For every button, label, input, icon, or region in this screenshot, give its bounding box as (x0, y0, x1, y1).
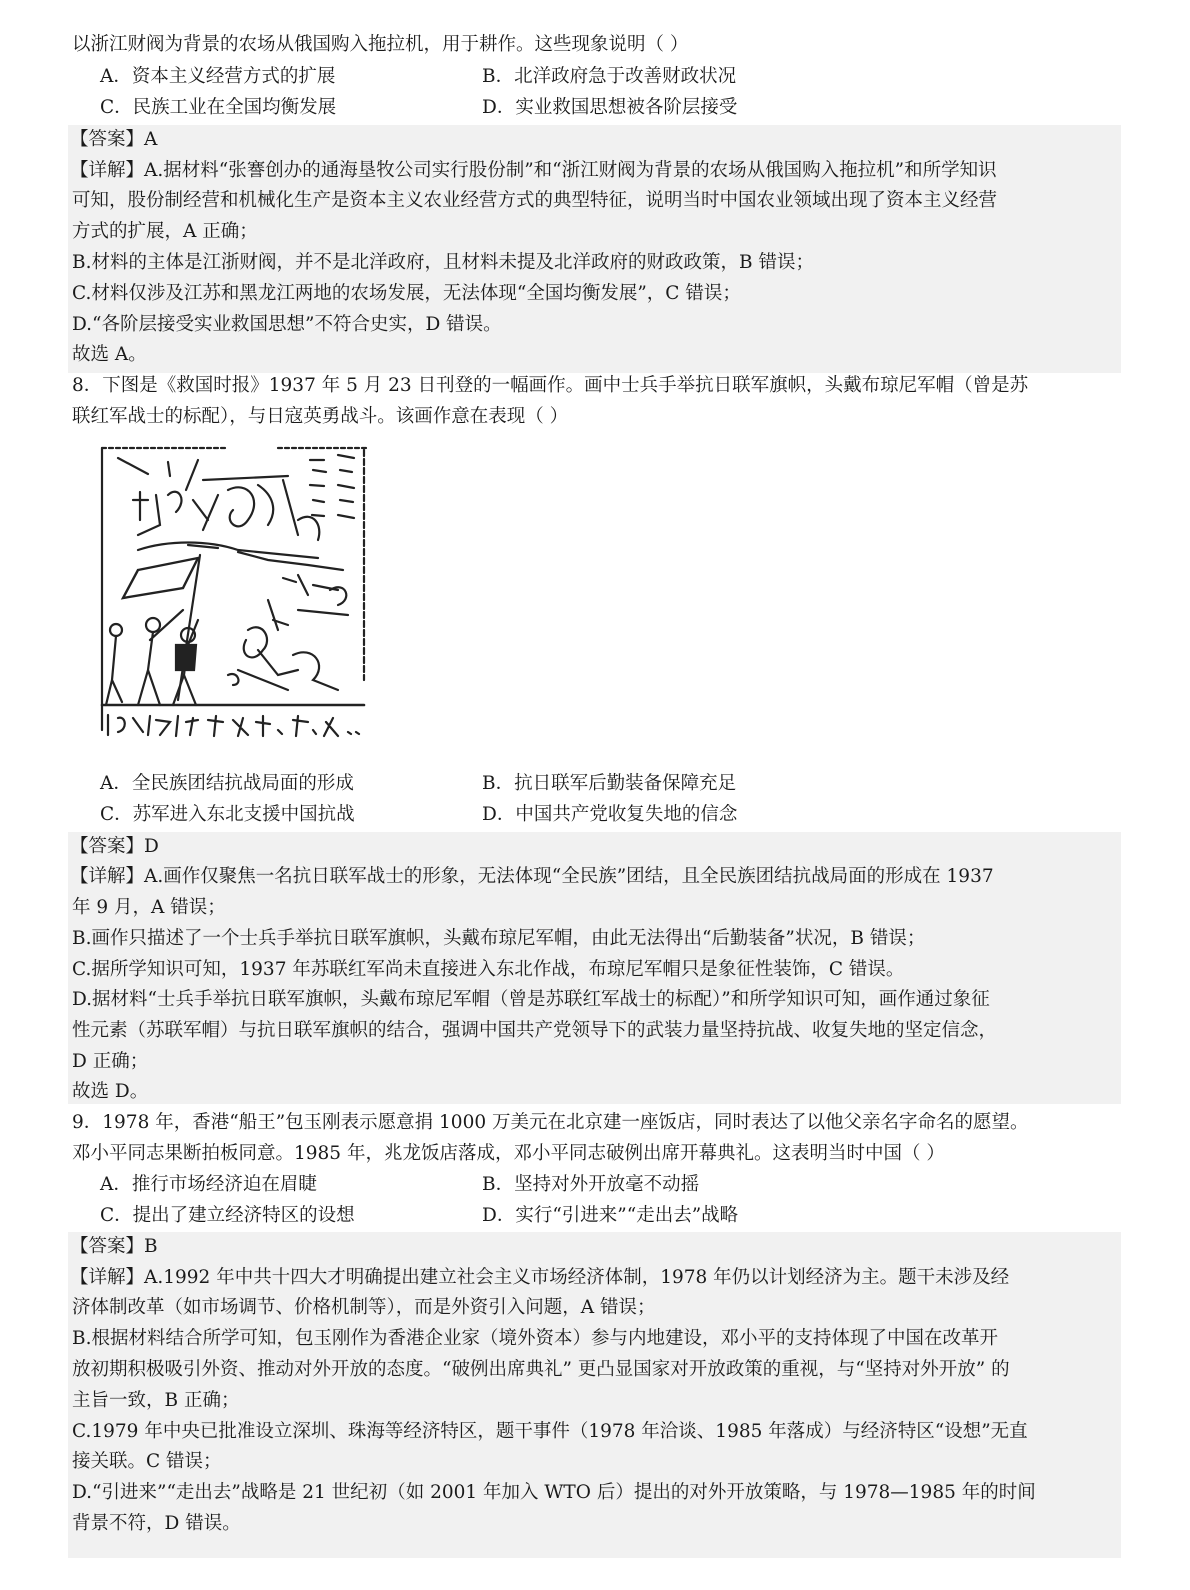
q9-answer: 【答案】B (70, 1236, 158, 1257)
q8-option-d: D．中国共产党收复失地的信念 (482, 804, 738, 825)
q9-explanation-line: 背景不符，D 错误。 (72, 1513, 241, 1534)
woodcut-figure (98, 440, 370, 746)
q9-explanation-line: D.“引进来”“走出去”战略是 21 世纪初（如 2001 年加入 WTO 后）提出的对外开放策略，与 1978—1985 年的时间 (72, 1482, 1036, 1503)
question-9-stem: 邓小平同志果断拍板同意。1985 年，兆龙饭店落成，邓小平同志破例出席开幕典礼。这表明当时中国（ ） (72, 1143, 945, 1164)
q7-answer: 【答案】A (70, 129, 158, 150)
q9-option-a: A．推行市场经济迫在眉睫 (100, 1174, 317, 1195)
q9-explanation-line: 济体制改革（如市场调节、价格机制等），而是外资引入问题，A 错误； (72, 1297, 656, 1318)
q7-explanation-line: B.材料的主体是江浙财阀，并不是北洋政府，且材料未提及北洋政府的财政政策，B 错误； (72, 252, 814, 273)
q7-explanation-line: 方式的扩展，A 正确； (72, 221, 258, 242)
q7-option-d: D．实业救国思想被各阶层接受 (482, 97, 738, 118)
q7-explanation-line: C.材料仅涉及江苏和黑龙江两地的农场发展，无法体现“全国均衡发展”，C 错误； (72, 283, 741, 304)
q9-explanation-line: 接关联。C 错误； (72, 1451, 222, 1472)
q8-conclusion: 故选 D。 (72, 1081, 149, 1102)
q9-option-b: B．坚持对外开放毫不动摇 (482, 1174, 700, 1195)
q7-explanation-line: 可知，股份制经营和机械化生产是资本主义农业经营方式的典型特征，说明当时中国农业领域出现了资本主义经营 (72, 190, 998, 211)
q7-option-b: B．北洋政府急于改善财政状况 (482, 66, 737, 87)
q8-option-b: B．抗日联军后勤装备保障充足 (482, 773, 737, 794)
q8-explanation-line: D.据材料“士兵手举抗日联军旗帜，头戴布琼尼军帽（曾是苏联红军战士的标配）”和所学知识可知，画作通过象征 (72, 989, 990, 1010)
q8-explanation-line: D 正确； (72, 1051, 149, 1072)
q9-explanation-line: C.1979 年中央已批准设立深圳、珠海等经济特区，题干事件（1978 年洽谈、1985 年落成）与经济特区“设想”无直 (72, 1421, 1028, 1442)
q7-explanation-line: D.“各阶层接受实业救国思想”不符合史实，D 错误。 (72, 314, 502, 335)
question-8-stem: 联红军战士的标配），与日寇英勇战斗。该画作意在表现（ ） (72, 406, 569, 427)
q8-explanation-line: 【详解】A.画作仅聚焦一名抗日联军战士的形象，无法体现“全民族”团结，且全民族团结抗战局面的形成在 1937 (70, 866, 994, 887)
q7-conclusion: 故选 A。 (72, 344, 147, 365)
q9-explanation-line: 放初期积极吸引外资、推动对外开放的态度。“破例出席典礼” 更凸显国家对开放政策的重视，与“坚持对外开放” 的 (72, 1359, 1010, 1380)
q7-option-a: A．资本主义经营方式的扩展 (100, 66, 336, 87)
woodcut-drawing-icon (98, 440, 370, 746)
q9-option-d: D．实行“引进来”“走出去”战略 (482, 1205, 739, 1226)
q8-explanation-line: C.据所学知识可知，1937 年苏联红军尚未直接进入东北作战，布琼尼军帽只是象征性装饰，C 错误。 (72, 959, 905, 980)
q9-explanation-line: 主旨一致，B 正确； (72, 1390, 240, 1411)
q9-explanation-line: B.根据材料结合所学可知，包玉刚作为香港企业家（境外资本）参与内地建设，邓小平的支持体现了中国在改革开 (72, 1328, 998, 1349)
q7-option-c: C．民族工业在全国均衡发展 (100, 97, 337, 118)
question-7-stem: 以浙江财阀为背景的农场从俄国购入拖拉机，用于耕作。这些现象说明（ ） (72, 34, 689, 55)
q7-explanation-line: 【详解】A.据材料“张謇创办的通海垦牧公司实行股份制”和“浙江财阀为背景的农场从俄国购入拖拉机”和所学知识 (70, 160, 997, 181)
q8-option-a: A．全民族团结抗战局面的形成 (100, 773, 354, 794)
question-9-stem: 9．1978 年，香港“船王”包玉刚表示愿意捐 1000 万美元在北京建一座饭店，同时表达了以他父亲名字命名的愿望。 (72, 1112, 1029, 1133)
q8-explanation-line: 性元素（苏联军帽）与抗日联军旗帜的结合，强调中国共产党领导下的武装力量坚持抗战、收复失地的坚定信念， (72, 1020, 998, 1041)
q8-explanation-line: B.画作只描述了一个士兵手举抗日联军旗帜，头戴布琼尼军帽，由此无法得出“后勤装备”状况，B 错误； (72, 928, 926, 949)
q8-option-c: C．苏军进入东北支援中国抗战 (100, 804, 355, 825)
q8-answer: 【答案】D (70, 836, 159, 857)
q8-explanation-line: 年 9 月，A 错误； (72, 897, 226, 918)
q9-option-c: C．提出了建立经济特区的设想 (100, 1205, 355, 1226)
q9-explanation-line: 【详解】A.1992 年中共十四大才明确提出建立社会主义市场经济体制，1978 年仍以计划经济为主。题干未涉及经 (70, 1267, 1010, 1288)
question-8-stem: 8．下图是《救国时报》1937 年 5 月 23 日刊登的一幅画作。画中士兵手举抗日联军旗帜，头戴布琼尼军帽（曾是苏 (72, 375, 1029, 396)
